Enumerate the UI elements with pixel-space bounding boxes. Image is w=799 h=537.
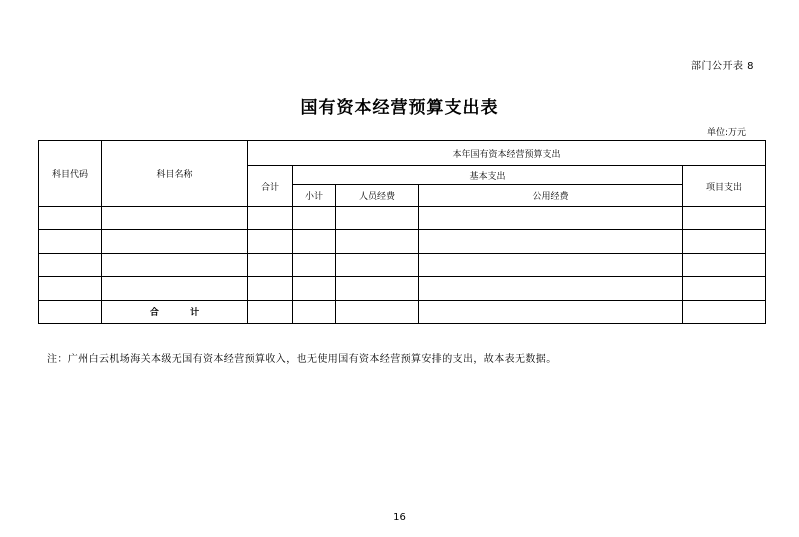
cell-name: [102, 253, 248, 276]
table-row: [39, 207, 766, 230]
cell-code: [39, 207, 102, 230]
cell-subtotal: [293, 230, 336, 253]
cell-code: [39, 300, 102, 323]
cell-total: [248, 207, 293, 230]
cell-code: [39, 230, 102, 253]
cell-personnel: [336, 207, 419, 230]
header-name: 科目名称: [102, 141, 248, 207]
cell-subtotal: [293, 300, 336, 323]
cell-personnel: [336, 277, 419, 300]
header-personnel: 人员经费: [336, 184, 419, 206]
cell-project: [683, 230, 766, 253]
footnote: 注：广州白云机场海关本级无国有资本经营预算收入，也无使用国有资本经营预算安排的支出，故本表无数据。: [47, 354, 557, 365]
header-current-year-group: 本年国有资本经营预算支出: [248, 141, 766, 166]
cell-public: [419, 277, 683, 300]
cell-name: [102, 207, 248, 230]
cell-total: [248, 300, 293, 323]
total-row: [39, 300, 766, 323]
cell-code: [39, 253, 102, 276]
unit-label: 单位:万元: [707, 128, 747, 138]
cell-personnel: [336, 300, 419, 323]
page-title: 国有资本经营预算支出表: [300, 98, 499, 118]
cell-project: [683, 207, 766, 230]
cell-total: [248, 230, 293, 253]
cell-personnel: [336, 253, 419, 276]
cell-personnel: [336, 230, 419, 253]
cell-public: [419, 253, 683, 276]
cell-public: [419, 230, 683, 253]
table-row: [39, 253, 766, 276]
table-row: [39, 277, 766, 300]
form-number: 部门公开表 8: [691, 61, 755, 72]
cell-total: [248, 277, 293, 300]
page-number: 16: [393, 512, 406, 523]
total-label: 合 计: [102, 300, 248, 323]
cell-subtotal: [293, 277, 336, 300]
header-basic-group: 基本支出: [293, 166, 683, 184]
cell-subtotal: [293, 207, 336, 230]
cell-project: [683, 300, 766, 323]
cell-total: [248, 253, 293, 276]
cell-public: [419, 207, 683, 230]
header-public: 公用经费: [419, 184, 683, 206]
table-row: [39, 230, 766, 253]
cell-project: [683, 253, 766, 276]
cell-project: [683, 277, 766, 300]
cell-name: [102, 230, 248, 253]
header-total: 合计: [248, 166, 293, 207]
header-subtotal: 小计: [293, 184, 336, 206]
header-project: 项目支出: [683, 166, 766, 207]
cell-public: [419, 300, 683, 323]
budget-table: [38, 140, 766, 324]
header-code: 科目代码: [39, 141, 102, 207]
cell-code: [39, 277, 102, 300]
cell-subtotal: [293, 253, 336, 276]
cell-name: [102, 277, 248, 300]
